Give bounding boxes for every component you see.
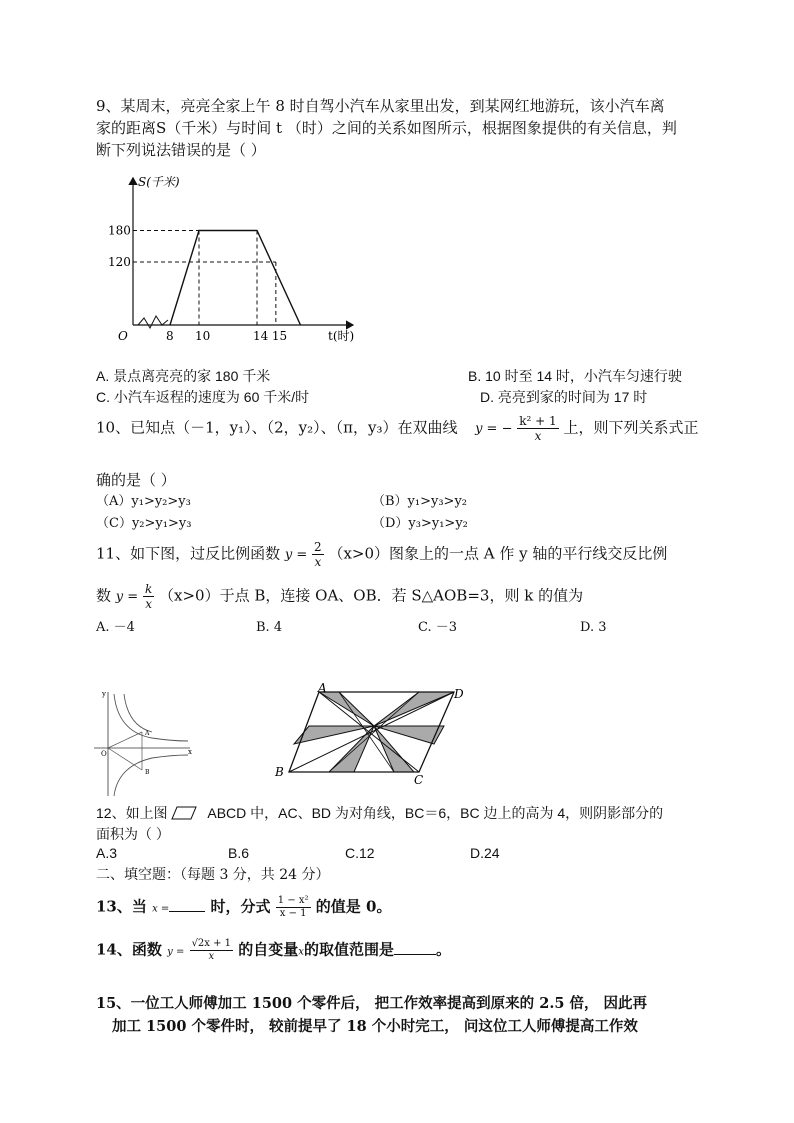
y-tick-label: 180: [108, 223, 131, 238]
x-tick-label: 10: [195, 329, 211, 343]
vertex-d: D: [454, 687, 464, 701]
segment-ob: [108, 748, 142, 770]
section-2-heading: 二、填空题：（每题 3 分，共 24 分）: [96, 867, 330, 883]
q9-option-a: A. 景点离亮亮的家 180 千米: [96, 368, 271, 384]
x-tick-label: 8: [166, 329, 174, 343]
q11-option-a: A. －4: [96, 620, 135, 635]
q11-option-c: C. －3: [418, 620, 458, 635]
q10-option-b: （B）y₁>y₃>y₂: [372, 494, 468, 509]
small-b-label: B: [145, 769, 150, 776]
y-axis-label: S(千米): [138, 175, 180, 189]
q13-line: 13、当 x = 时，分式 $\frac{\text{1 − x²}}{x - 1}$ 的值是 0。: [96, 895, 392, 919]
y-tick-label: 120: [108, 255, 131, 269]
q10-line1: 10、已知点（－1，y₁）、（2，y₂）、（π，y₃）在双曲线 y = − $\frac{\text{k² + 1}}{x}$ 上，则下列关系式正: [96, 414, 699, 443]
q9-line2: 家的距离S（千米）与时间 t （时）之间的关系如图所示，根据图象提供的有关信息，判: [96, 119, 677, 137]
q9-option-d: D. 亮亮到家的时间为 17 时: [480, 389, 648, 405]
q11-line2: 数 y = $\frac{k}{x}$ （x>0）于点 B，连接 OA、OB．若 S△AOB=3，则 k 的值为: [96, 582, 584, 611]
shade-1: [319, 692, 374, 726]
q14-line: 14、函数 y = $\frac{√2x + 1}{x}$ 的自变量x的取值范围是 。: [96, 938, 451, 962]
q12-option-d: D.24: [470, 845, 500, 861]
q15-line2: 加工 1500 个零件时， 较前提早了 18 个小时完工， 问这位工人师傅提高工作效: [112, 1018, 638, 1035]
q9-line3: 断下列说法错误的是（ ）: [96, 141, 266, 159]
x-tick-label: 14: [253, 329, 269, 343]
q12-option-a: A.3: [96, 845, 118, 861]
distance-time-graph: [100, 168, 370, 348]
q12-option-b: B.6: [228, 845, 250, 861]
parallelogram-figure: [270, 680, 470, 788]
series-line: [170, 231, 301, 326]
q9-option-b: B. 10 时至 14 时，小汽车匀速行驶: [468, 368, 682, 384]
q9-line1: 9、某周末，亮亮全家上午 8 时自驾小汽车从家里出发，到某网红地游玩，该小汽车离: [96, 97, 665, 115]
q10-line2: 确的是（ ）: [96, 471, 176, 489]
axis-break: [138, 316, 168, 328]
small-a-label: A: [145, 730, 150, 737]
x-tick-label: 15: [271, 329, 288, 343]
q11-option-d: D. 3: [580, 620, 607, 635]
q10-formula-lhs: y = −: [475, 421, 513, 437]
vertex-b: B: [275, 765, 284, 779]
origin-label: O: [118, 329, 128, 343]
small-y-label: y: [102, 690, 106, 698]
q9-option-c: C. 小汽车返程的速度为 60 千米/时: [96, 389, 310, 405]
vertex-a: A: [318, 681, 327, 695]
q12-option-c: C.12: [345, 845, 375, 861]
q14-blank: [394, 954, 436, 955]
q11-option-b: B. 4: [256, 620, 283, 635]
q15-line1: 15、一位工人师傅加工 1500 个零件后， 把工作效率提高到原来的 2.5 倍， 因此再: [96, 995, 648, 1012]
q13-blank: [169, 911, 205, 912]
curve-k-over-x: [114, 755, 188, 796]
x-axis-label: t(时): [328, 329, 355, 343]
q10-option-d: （D）y₃>y₁>y₂: [372, 516, 468, 531]
parallelogram-symbol-icon: [171, 806, 197, 820]
vertex-c: C: [414, 773, 424, 787]
hyperbola-graph: [92, 686, 196, 798]
segment-oa: [108, 732, 142, 748]
q10-option-a: （A）y₁>y₂>y₃: [96, 494, 191, 509]
small-o-label: O: [101, 750, 107, 758]
q12-line2: 面积为（ ）: [96, 826, 170, 842]
small-x-label: x: [188, 748, 192, 756]
q12-line1: 12、如上图 ABCD 中，AC、BD 为对角线，BC＝6，BC 边上的高为 4，则阴影部分的: [96, 805, 664, 821]
q11-line1: 11、如下图，过反比例函数 y = $\frac{2}{x}$ （x>0）图象上的一点 A 作 y 轴的平行线交反比例: [96, 540, 668, 569]
q10-option-c: （C）y₂>y₁>y₃: [96, 516, 192, 531]
q10-formula-fraction: $\frac{\text{k² + 1}}{x}$: [519, 414, 557, 443]
